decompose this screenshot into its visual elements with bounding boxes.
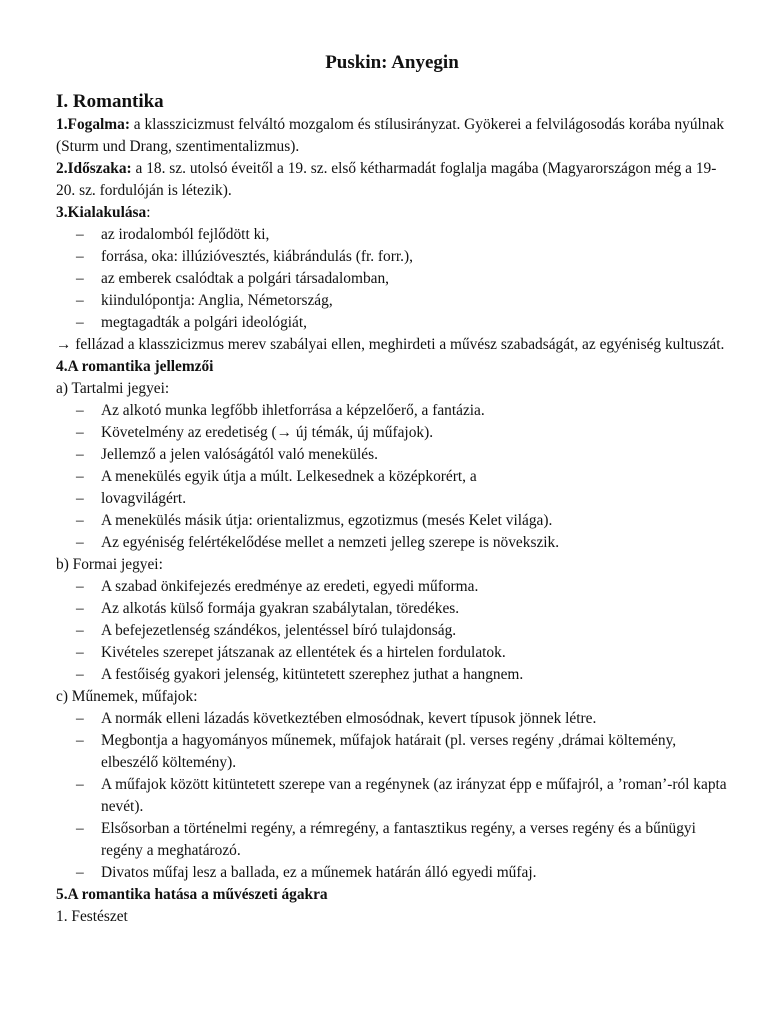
genres-label: c) Műnemek, műfajok: <box>56 688 198 705</box>
definition-label: 1.Fogalma: <box>56 116 130 133</box>
list-item: – A szabad önkifejezés eredménye az eredeti, egyedi műforma. <box>56 576 728 598</box>
period-paragraph <box>56 158 728 202</box>
content-features-label: a) Tartalmi jegyei: <box>56 380 170 397</box>
list-item: – Megbontja a hagyományos műnemek, műfajok határait (pl. verses regény ,drámai költemény, elbeszélő költemény). <box>56 730 728 774</box>
origin-list <box>56 224 728 334</box>
list-item: – A normák elleni lázadás következtében elmosódnak, kevert típusok jönnek létre. <box>56 708 728 730</box>
list-item: – megtagadták a polgári ideológiát, <box>56 312 728 334</box>
list-item: – A műfajok között kitüntetett szerepe van a regénynek (az irányzat épp e műfajról, a ’roman’-ról kapta nevét). <box>56 774 728 818</box>
list-item: – Az alkotás külső formája gyakran szabálytalan, töredékes. <box>56 598 728 620</box>
origin-colon: : <box>146 204 151 221</box>
list-item: – A festőiség gyakori jelenség, kitüntetett szerephez juthat a hangnem. <box>56 664 728 686</box>
list-item: – Elsősorban a történelmi regény, a rémregény, a fantasztikus regény, a verses regény és a bűnügyi regény a meghatározó. <box>56 818 728 862</box>
list-item: – Az egyéniség felértékelődése mellet a nemzeti jelleg szerepe is növekszik. <box>56 532 728 554</box>
content-features-list <box>56 400 728 554</box>
period-text: a 18. sz. utolsó éveitől a 19. sz. első kétharmadát foglalja magába (Magyarországon még a 19-20. sz. fordulóján is létezik). <box>56 160 717 199</box>
page-title: Puskin: Anyegin <box>325 52 459 73</box>
definition-text: a klasszicizmust felváltó mozgalom és stílusirányzat. Gyökerei a felvilágosodás korába nyúlnak (Sturm und Drang, szentimentalizmus). <box>56 116 725 155</box>
formal-features-list <box>56 576 728 686</box>
formal-features-label: b) Formai jegyei: <box>56 556 163 573</box>
list-item: – Az alkotó munka legfőbb ihletforrása a képzelőerő, a fantázia. <box>56 400 728 422</box>
list-item: – A menekülés egyik útja a múlt. Lelkesednek a középkorért, a <box>56 466 728 488</box>
origin-label: 3.Kialakulása <box>56 204 147 221</box>
origin-paragraph <box>56 202 728 224</box>
list-item: – az emberek csalódtak a polgári társadalomban, <box>56 268 728 290</box>
list-item: – lovagvilágért. <box>56 488 728 510</box>
section-heading: I. Romantika <box>56 91 164 112</box>
list-item: – A befejezetlenség szándékos, jelentéssel bíró tulajdonság. <box>56 620 728 642</box>
influence-heading: 5.A romantika hatása a művészeti ágakra <box>56 886 328 903</box>
list-item: – kiindulópontja: Anglia, Németország, <box>56 290 728 312</box>
genres-list <box>56 708 728 884</box>
painting-subheading: 1. Festészet <box>56 908 128 925</box>
list-item: – Divatos műfaj lesz a ballada, ez a műnemek határán álló egyedi műfaj. <box>56 862 728 884</box>
list-item: – Jellemző a jelen valóságától való menekülés. <box>56 444 728 466</box>
characteristics-heading: 4.A romantika jellemzői <box>56 358 214 375</box>
list-item: – Kivételes szerepet játszanak az ellentétek és a hirtelen fordulatok. <box>56 642 728 664</box>
definition-paragraph <box>56 114 728 158</box>
origin-conclusion: → fellázad a klasszicizmus merev szabályai ellen, meghirdeti a művész szabadságát, az egyéniség kultuszát. <box>56 336 725 353</box>
list-item: – forrása, oka: illúzióvesztés, kiábrándulás (fr. forr.), <box>56 246 728 268</box>
list-item: – Követelmény az eredetiség (→ új témák, új műfajok). <box>56 422 728 444</box>
list-item: – az irodalomból fejlődött ki, <box>56 224 728 246</box>
list-item: – A menekülés másik útja: orientalizmus, egzotizmus (mesés Kelet világa). <box>56 510 728 532</box>
period-label: 2.Időszaka: <box>56 160 132 177</box>
